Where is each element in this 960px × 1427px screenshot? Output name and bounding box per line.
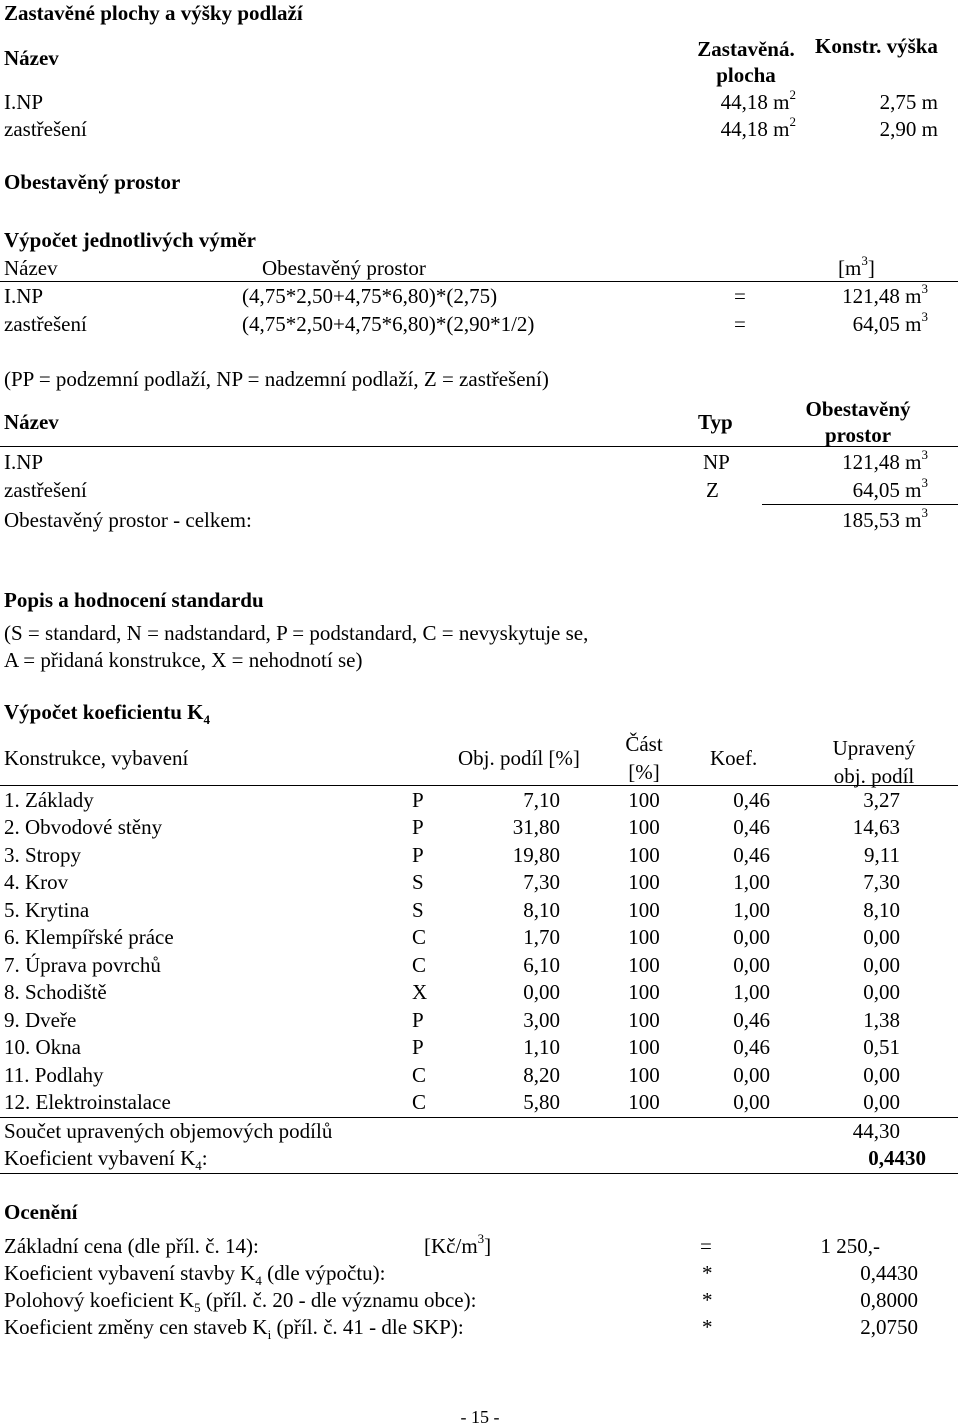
row-coef: 0,46 — [733, 788, 770, 812]
table-row — [0, 475, 960, 507]
row-name: zastřešení — [4, 478, 87, 502]
row-coef: 0,46 — [733, 1035, 770, 1060]
table-row — [0, 790, 960, 817]
row-part: 100 — [628, 870, 660, 895]
row-coef: 1,00 — [733, 870, 770, 895]
table-row — [0, 1007, 960, 1037]
row-part: 100 — [628, 815, 660, 840]
row-coef: 1,00 — [733, 980, 770, 1005]
row-construction: 5. Krytina — [4, 897, 90, 922]
floor-legend: (PP = podzemní podlaží, NP = nadzemní podlaží, Z = zastřešení) — [4, 367, 549, 391]
divider — [0, 785, 958, 786]
row-type: Z — [706, 478, 719, 502]
row-share: 7,30 — [523, 870, 560, 895]
row-standard: S — [412, 870, 424, 895]
row-area: 44,18 $m^2$ — [720, 87, 796, 114]
table-row — [0, 897, 960, 927]
valuation-row — [0, 1231, 960, 1263]
sum-label: Součet upravených objemových podílů — [4, 1119, 333, 1143]
table-row — [0, 114, 960, 146]
col-header-part: Část [%] — [625, 732, 663, 784]
valuation-label: Koeficient vybavení stavby $K_4$ (dle výpočtu): — [4, 1261, 386, 1288]
section-title-standard: Popis a hodnocení standardu — [4, 588, 264, 612]
coef-value: 0,4430 — [868, 1146, 926, 1170]
row-standard: P — [412, 842, 424, 867]
section-title-zastavene: Zastavěné plochy a výšky podlaží — [4, 1, 303, 25]
row-part: 100 — [628, 925, 660, 950]
row-share: 0,00 — [523, 980, 560, 1005]
sum-value: 44,30 — [852, 1119, 900, 1143]
valuation-row — [0, 1290, 960, 1317]
row-adjusted: 0,00 — [863, 952, 900, 977]
valuation-op: * — [702, 1288, 713, 1312]
valuation-label: Koeficient změny cen staveb $K_i$ (příl. č. 41 - dle SKP): — [4, 1315, 464, 1342]
page-number: - 15 - — [460, 1407, 500, 1427]
row-eq: = — [734, 284, 746, 308]
row-share: 1,10 — [523, 1035, 560, 1060]
row-adjusted: 9,11 — [864, 842, 900, 867]
table-row — [0, 1062, 960, 1092]
table-row — [0, 1037, 960, 1064]
row-adjusted: 0,00 — [863, 1062, 900, 1087]
row-coef: 0,00 — [733, 925, 770, 950]
total-label: Obestavěný prostor - celkem: — [4, 508, 252, 532]
row-name: zastřešení — [4, 312, 87, 336]
row-adjusted: 14,63 — [852, 815, 900, 840]
summary-col-name: Název — [4, 410, 59, 434]
row-standard: P — [412, 788, 424, 812]
row-share: 8,20 — [523, 1062, 560, 1087]
row-eq: = — [734, 312, 746, 336]
row-share: 7,10 — [523, 788, 560, 812]
row-adjusted: 0,00 — [863, 980, 900, 1005]
valuation-row — [0, 1317, 960, 1344]
valuation-label: Polohový koeficient $K_5$ (příl. č. 20 - dle významu obce): — [4, 1288, 477, 1315]
valuation-value: 0,8000 — [860, 1288, 918, 1312]
row-value: 64,05 $m^3$ — [852, 309, 928, 336]
row-height: 2,90 m — [879, 117, 938, 141]
valuation-value: 1 250,- — [820, 1234, 880, 1258]
row-standard: C — [412, 952, 427, 977]
row-construction: 9. Dveře — [4, 1007, 77, 1032]
row-name: zastřešení — [4, 117, 87, 141]
row-standard: C — [412, 1062, 427, 1087]
row-name: I.NP — [4, 450, 44, 474]
table-row — [0, 927, 960, 954]
summary-col-type: Typ — [698, 410, 733, 434]
table-row — [0, 309, 960, 341]
row-share: 6,10 — [523, 952, 560, 977]
row-adjusted: 0,51 — [863, 1035, 900, 1060]
table-row — [0, 952, 960, 982]
row-standard: C — [412, 925, 427, 950]
row-coef: 0,46 — [733, 1007, 770, 1032]
row-coef: 0,00 — [733, 1089, 770, 1114]
divider — [0, 1117, 958, 1118]
row-coef: 0,00 — [733, 952, 770, 977]
divider — [762, 504, 958, 505]
row-coef: 1,00 — [733, 897, 770, 922]
valuation-op: = — [700, 1234, 712, 1258]
standard-legend-1: (S = standard, N = nadstandard, P = podstandard, C = nevyskytuje se, — [4, 621, 589, 645]
row-standard: C — [412, 1089, 427, 1114]
row-coef: 0,46 — [733, 815, 770, 840]
table-row — [0, 87, 960, 119]
section-title-obestaveny: Obestavěný prostor — [4, 170, 181, 194]
row-construction: 8. Schodiště — [4, 980, 107, 1005]
row-adjusted: 1,38 — [863, 1007, 900, 1032]
row-height: 2,75 m — [879, 90, 938, 114]
standard-legend-2: A = přidaná konstrukce, X = nehodnotí se) — [4, 648, 363, 672]
summary-col-space: Obestavěný prostor — [805, 397, 911, 447]
sum-row — [0, 1121, 960, 1148]
row-part: 100 — [628, 842, 660, 867]
valuation-op: * — [702, 1315, 713, 1339]
row-construction: 10. Okna — [4, 1035, 81, 1060]
col-header-construction: Konstrukce, vybavení — [4, 746, 189, 770]
row-adjusted: 7,30 — [863, 870, 900, 895]
col-header-area: Zastavěná. plocha — [697, 37, 795, 87]
row-share: 19,80 — [512, 842, 560, 867]
row-construction: 4. Krov — [4, 870, 69, 895]
row-construction: 2. Obvodové stěny — [4, 815, 163, 840]
row-adjusted: 0,00 — [863, 1089, 900, 1114]
row-area: 44,18 $m^2$ — [720, 114, 796, 141]
row-part: 100 — [628, 1035, 660, 1060]
row-standard: P — [412, 1035, 424, 1060]
table-row — [0, 842, 960, 872]
valuation-unit: $[Kč/m^3]$ — [424, 1231, 492, 1258]
row-name: I.NP — [4, 90, 44, 114]
row-part: 100 — [628, 788, 660, 812]
col-header-height: Konstr. výška — [815, 34, 938, 58]
row-share: 1,70 — [523, 925, 560, 950]
row-share: 31,80 — [512, 815, 560, 840]
divider — [0, 446, 958, 447]
row-construction: 12. Elektroinstalace — [4, 1089, 171, 1114]
col-header-coef: Koef. — [710, 746, 758, 770]
total-row — [0, 505, 960, 537]
row-share: 5,80 — [523, 1089, 560, 1114]
row-standard: X — [412, 980, 428, 1005]
row-construction: 6. Klempířské práce — [4, 925, 174, 950]
col-header-unit: $[m^3]$ — [838, 253, 875, 280]
valuation-label: Základní cena (dle příl. č. 14): — [4, 1234, 259, 1258]
col-header-space: Obestavěný prostor — [262, 256, 426, 280]
row-construction: 1. Základy — [4, 788, 94, 812]
row-construction: 7. Úprava povrchů — [4, 952, 161, 977]
valuation-op: * — [702, 1261, 713, 1285]
row-adjusted: 3,27 — [863, 788, 900, 812]
row-part: 100 — [628, 952, 660, 977]
table-row — [0, 1089, 960, 1119]
row-construction: 3. Stropy — [4, 842, 82, 867]
valuation-value: 2,0750 — [860, 1315, 918, 1339]
col-header-adjusted: Upravený obj. podíl — [832, 736, 916, 788]
row-value: 121,48 $m^3$ — [842, 447, 928, 474]
valuation-value: 0,4430 — [860, 1261, 918, 1285]
total-value: 185,53 $m^3$ — [842, 505, 928, 532]
divider — [0, 1173, 958, 1174]
table-row — [0, 817, 960, 844]
row-adjusted: 0,00 — [863, 925, 900, 950]
row-standard: S — [412, 897, 424, 922]
section-title-oceneni: Ocenění — [4, 1200, 78, 1224]
row-part: 100 — [628, 980, 660, 1005]
row-name: I.NP — [4, 284, 44, 308]
row-value: 121,48 $m^3$ — [842, 281, 928, 308]
row-formula: (4,75*2,50+4,75*6,80)*(2,75) — [242, 284, 498, 308]
table-row — [0, 872, 960, 899]
divider — [0, 281, 958, 282]
col-header-name: Název — [4, 46, 59, 70]
coef-label: Koeficient vybavení $K_4$: — [4, 1146, 208, 1173]
row-coef: 0,46 — [733, 842, 770, 867]
row-value: 64,05 $m^3$ — [852, 475, 928, 502]
col-header-share: Obj. podíl [%] — [458, 746, 580, 770]
row-type: NP — [703, 450, 730, 474]
table-row — [0, 281, 960, 313]
row-formula: (4,75*2,50+4,75*6,80)*(2,90*1/2) — [242, 312, 535, 336]
row-adjusted: 8,10 — [863, 897, 900, 922]
row-coef: 0,00 — [733, 1062, 770, 1087]
section-title-k4: Výpočet koeficientu $K_4$ — [4, 700, 210, 727]
table-row — [0, 447, 960, 479]
row-part: 100 — [628, 1062, 660, 1087]
row-part: 100 — [628, 897, 660, 922]
row-construction: 11. Podlahy — [4, 1062, 104, 1087]
row-share: 8,10 — [523, 897, 560, 922]
valuation-row — [0, 1263, 960, 1290]
row-standard: P — [412, 1007, 424, 1032]
row-standard: P — [412, 815, 424, 840]
row-share: 3,00 — [523, 1007, 560, 1032]
calc-title: Výpočet jednotlivých výměr — [4, 228, 256, 252]
row-part: 100 — [628, 1007, 660, 1032]
row-part: 100 — [628, 1089, 660, 1114]
table-row — [0, 982, 960, 1009]
col-header-name: Název — [4, 256, 58, 280]
coef-row — [0, 1148, 960, 1175]
